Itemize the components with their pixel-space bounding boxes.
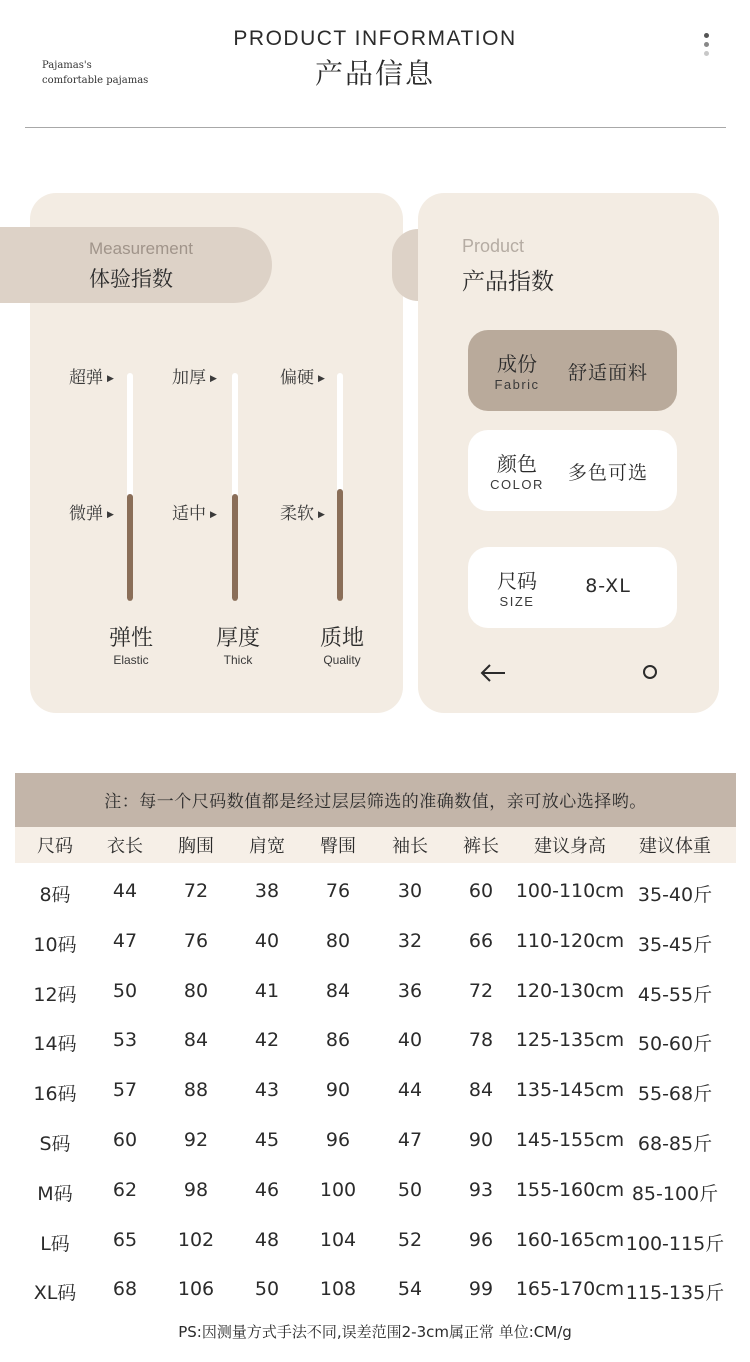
table-cell: 54	[397, 1278, 423, 1301]
table-cell: 65	[112, 1228, 138, 1251]
back-arrow-icon[interactable]	[479, 661, 507, 685]
table-cell: S码	[39, 1133, 71, 1155]
table-cell: 44	[112, 880, 138, 902]
table-cell: 44	[397, 1079, 423, 1102]
table-cell: 160-165cm	[515, 1228, 625, 1251]
table-row	[15, 1179, 736, 1209]
spec-size[interactable]	[468, 547, 677, 628]
table-cell: 60	[112, 1129, 138, 1151]
table-cell: 80	[183, 979, 209, 1002]
table-cell: 76	[183, 929, 209, 952]
header	[0, 0, 750, 130]
table-cell: 92	[183, 1129, 209, 1151]
table-cell: 32	[397, 929, 423, 952]
table-cell: 84	[325, 979, 351, 1002]
table-cell: 84	[183, 1029, 209, 1052]
table-row	[15, 1278, 736, 1308]
section-label: 体验指数	[89, 267, 173, 291]
spec-value: 舒适面料	[567, 362, 648, 384]
page-title-en: PRODUCT INFORMATION	[233, 27, 517, 50]
product-card	[418, 193, 719, 713]
table-cell: 45	[254, 1129, 280, 1151]
spec-key: 颜色	[497, 452, 537, 476]
metric-top-label: 超弹 ▶	[69, 368, 114, 388]
table-cell: 104	[319, 1228, 357, 1251]
menu-dot	[704, 51, 709, 56]
table-cell: 47	[112, 929, 138, 952]
page-title: 产品信息	[314, 57, 435, 90]
column-header: 臀围	[320, 836, 356, 857]
brand-line-2: comfortable pajamas	[42, 75, 149, 86]
table-cell: 110-120cm	[515, 929, 625, 952]
section-label: 产品指数	[462, 269, 554, 295]
table-cell: 30	[397, 880, 423, 902]
table-cell: 135-145cm	[515, 1079, 625, 1102]
metric-mid-label: 微弹 ▶	[69, 504, 114, 524]
table-cell: 38	[254, 880, 280, 902]
table-cell: 66	[468, 929, 494, 952]
elastic-level-bar	[127, 373, 133, 601]
section-label-en: Product	[462, 236, 525, 256]
table-row	[15, 930, 736, 960]
table-cell: 88	[183, 1079, 209, 1102]
spec-key: 成份	[497, 352, 537, 376]
spec-value: 8-XL	[585, 575, 631, 597]
spec-fabric[interactable]	[468, 330, 677, 411]
table-row	[15, 1129, 736, 1159]
table-cell: 50	[397, 1178, 423, 1201]
table-cell: 85-100斤	[631, 1182, 719, 1205]
table-row	[15, 1029, 736, 1059]
table-cell: XL码	[33, 1282, 77, 1305]
column-header: 肩宽	[249, 836, 285, 857]
table-row	[15, 980, 736, 1010]
table-cell: 90	[325, 1079, 351, 1102]
table-cell: 41	[254, 979, 280, 1002]
more-options-icon[interactable]	[700, 33, 712, 65]
table-cell: 100-115斤	[625, 1232, 725, 1255]
size-table-footnote: PS:因测量方式手法不同,误差范围2-3cm属正常 单位:CM/g	[178, 1323, 572, 1341]
table-cell: 115-135斤	[625, 1282, 725, 1305]
table-cell: 53	[112, 1029, 138, 1052]
table-cell: 35-45斤	[637, 933, 713, 956]
table-cell: 165-170cm	[515, 1278, 625, 1301]
table-cell: 14码	[33, 1033, 77, 1056]
spec-key-en: Fabric	[494, 377, 540, 392]
quality-level-bar	[337, 373, 343, 601]
header-divider	[25, 127, 726, 128]
table-cell: 43	[254, 1079, 280, 1102]
measurement-label-pill	[0, 227, 272, 303]
table-cell: 16码	[33, 1083, 77, 1106]
table-cell: 108	[319, 1278, 357, 1301]
table-cell: 68-85斤	[637, 1133, 713, 1155]
level-fill	[232, 494, 238, 601]
column-header: 袖长	[392, 836, 428, 857]
column-header: 尺码	[37, 836, 73, 857]
column-header: 建议体重	[639, 836, 711, 857]
table-cell: 46	[254, 1178, 280, 1201]
table-cell: 76	[325, 880, 351, 902]
table-cell: 72	[183, 880, 209, 902]
table-cell: 100-110cm	[515, 880, 625, 902]
table-cell: 106	[177, 1278, 215, 1301]
spec-value: 多色可选	[567, 462, 648, 484]
spec-color[interactable]	[468, 430, 677, 511]
table-cell: 96	[468, 1228, 494, 1251]
metric-name-en: Thick	[223, 653, 253, 667]
metric-name: 质地	[319, 626, 364, 651]
level-fill	[127, 494, 133, 601]
table-cell: 45-55斤	[637, 983, 713, 1006]
metric-name: 弹性	[108, 626, 153, 651]
table-cell: 93	[468, 1178, 494, 1201]
table-cell: 96	[325, 1129, 351, 1151]
spec-key-en: COLOR	[490, 477, 544, 492]
table-cell: 80	[325, 929, 351, 952]
table-cell: 35-40斤	[637, 884, 713, 906]
level-fill	[337, 489, 343, 601]
table-cell: 50-60斤	[637, 1033, 713, 1056]
table-cell: 8码	[39, 884, 71, 906]
size-table-note: 注：每一个尺码数值都是经过层层筛选的准确数值，亲可放心选择哟。	[15, 773, 736, 827]
table-cell: 155-160cm	[515, 1178, 625, 1201]
table-cell: 60	[468, 880, 494, 902]
table-cell: 125-135cm	[515, 1029, 625, 1052]
table-cell: 90	[468, 1129, 494, 1151]
table-cell: 12码	[33, 983, 77, 1006]
table-row	[15, 1079, 736, 1109]
metric-name-en: Quality	[323, 653, 361, 667]
metric-name-en: Elastic	[113, 653, 149, 667]
table-cell: 102	[177, 1228, 215, 1251]
brand-line-1: Pajamas's	[42, 60, 92, 71]
table-cell: 40	[397, 1029, 423, 1052]
table-cell: 145-155cm	[515, 1129, 625, 1151]
column-header: 裤长	[463, 836, 499, 857]
metric-name: 厚度	[215, 626, 260, 651]
table-cell: 78	[468, 1029, 494, 1052]
table-cell: 48	[254, 1228, 280, 1251]
table-cell: 62	[112, 1178, 138, 1201]
column-header: 衣长	[107, 836, 143, 857]
table-cell: L码	[40, 1232, 70, 1255]
menu-dot	[704, 33, 709, 38]
size-table-header	[15, 827, 736, 863]
table-cell: 52	[397, 1228, 423, 1251]
table-cell: 50	[254, 1278, 280, 1301]
table-cell: 98	[183, 1178, 209, 1201]
spec-key-en: SIZE	[499, 594, 535, 609]
menu-dot	[704, 42, 709, 47]
metric-top-label: 加厚 ▶	[172, 368, 217, 388]
metric-mid-label: 适中 ▶	[172, 504, 217, 524]
table-cell: 57	[112, 1079, 138, 1102]
table-cell: M码	[37, 1182, 73, 1205]
table-cell: 86	[325, 1029, 351, 1052]
metric-mid-label: 柔软 ▶	[280, 504, 325, 524]
thick-level-bar	[232, 373, 238, 601]
table-cell: 68	[112, 1278, 138, 1301]
table-row	[15, 880, 736, 910]
column-header: 胸围	[178, 836, 214, 857]
table-cell: 100	[319, 1178, 357, 1201]
table-cell: 40	[254, 929, 280, 952]
table-cell: 84	[468, 1079, 494, 1102]
table-cell: 36	[397, 979, 423, 1002]
column-header: 建议身高	[534, 836, 606, 857]
table-cell: 50	[112, 979, 138, 1002]
section-label-en: Measurement	[89, 239, 193, 258]
table-cell: 99	[468, 1278, 494, 1301]
table-cell: 55-68斤	[637, 1083, 713, 1106]
table-cell: 10码	[33, 933, 77, 956]
table-cell: 47	[397, 1129, 423, 1151]
table-cell: 120-130cm	[515, 979, 625, 1002]
spec-key: 尺码	[497, 569, 537, 593]
table-cell: 42	[254, 1029, 280, 1052]
metric-top-label: 偏硬 ▶	[280, 368, 325, 388]
table-row	[15, 1229, 736, 1259]
home-circle-icon[interactable]	[643, 665, 657, 679]
table-cell: 72	[468, 979, 494, 1002]
